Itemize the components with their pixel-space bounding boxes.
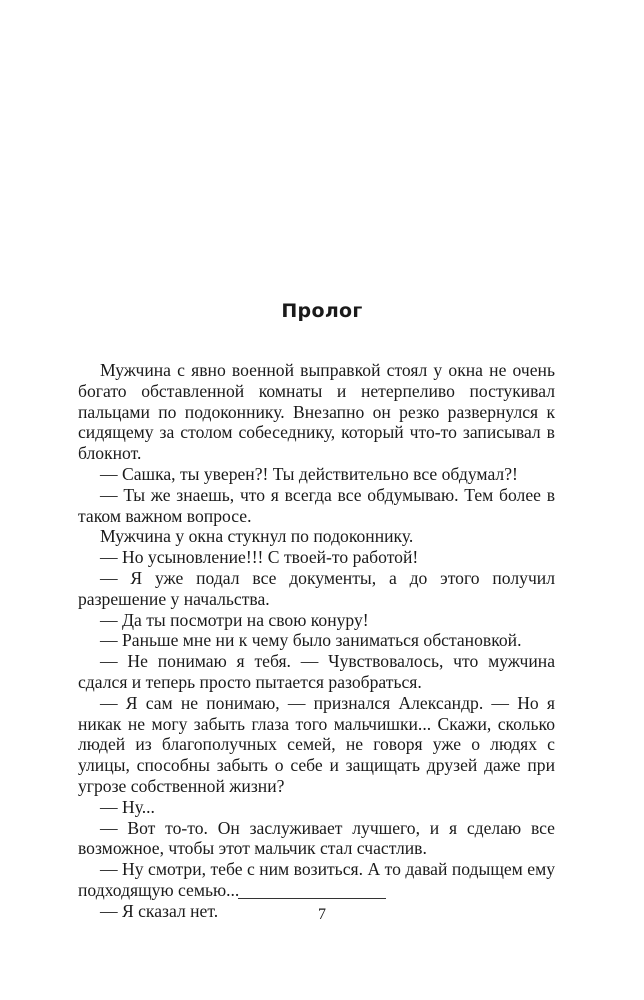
body-text bbox=[78, 360, 555, 922]
paragraph: — Раньше мне ни к чему было заниматься обстановкой. bbox=[100, 630, 522, 651]
paragraph: — Да ты посмотри на свою конуру! bbox=[100, 609, 369, 630]
paragraph: — Я уже подал все документы, а до этого получил разрешение у начальства. bbox=[78, 567, 555, 609]
paragraph: Мужчина у окна стукнул по подоконнику. bbox=[100, 526, 414, 547]
paragraph: — Ну... bbox=[100, 796, 155, 817]
footer-divider bbox=[238, 898, 386, 899]
paragraph: — Ты же знаешь, что я всегда все обдумываю. Тем более в таком важном вопросе. bbox=[78, 484, 555, 526]
paragraph: — Я сам не понимаю, — признался Александр. — Но я никак не могу забыть глаза того мальчишки... Скажи, сколько людей из благополучных семей, не говоря уже о людях с улицы, способны забыть о себе и защищать друзей даже при угрозе собственной жизни? bbox=[78, 692, 555, 796]
paragraph: — Я сказал нет. bbox=[100, 900, 219, 921]
paragraph: — Но усыновление!!! С твоей-то работой! bbox=[100, 547, 419, 568]
paragraph: — Не понимаю я тебя. — Чувствовалось, что мужчина сдался и теперь просто пытается разобраться. bbox=[78, 651, 555, 692]
chapter-title: Пролог bbox=[281, 300, 363, 322]
paragraph: — Ну смотри, тебе с ним возиться. А то давай подыщем ему подходящую семью... bbox=[78, 859, 555, 900]
paragraph: Мужчина с явно военной выправкой стоял у окна не очень богато обставленной комнаты и нетерпеливо постукивал пальцами по подоконнику. Внезапно он резко развернулся к сидящему за столом собеседнику, который что-то записывал в блокнот. bbox=[78, 360, 555, 464]
page-number: 7 bbox=[318, 906, 326, 923]
paragraph: — Вот то-то. Он заслуживает лучшего, и я сделаю все возможное, чтобы этот мальчик стал счастлив. bbox=[78, 817, 555, 859]
paragraph: — Сашка, ты уверен?! Ты действительно все обдумал?! bbox=[100, 463, 518, 484]
